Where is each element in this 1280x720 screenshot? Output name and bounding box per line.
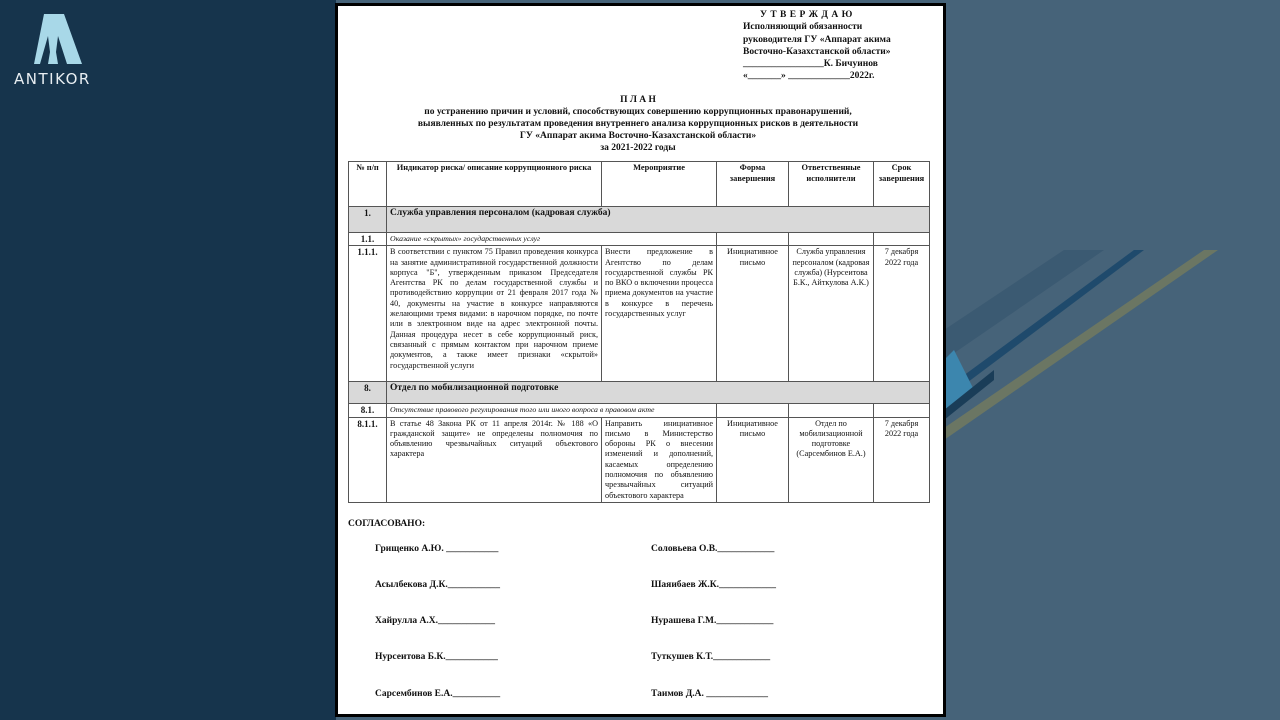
approval-heading: У Т В Е Р Ж Д А Ю: [760, 10, 853, 20]
header-form: Форма завершения: [717, 162, 789, 207]
signature-line: Сарсембинов Е.А.__________: [375, 689, 501, 699]
signature-line: Нурсеитова Б.К.___________: [375, 652, 498, 662]
row-form: Инициативное письмо: [717, 246, 789, 382]
row-number: 1.1.1.: [349, 246, 387, 382]
row-indicator: В статье 48 Закона РК от 11 апреля 2014г. № 188 «О гражданской защите» не определены полномочия по объявлению чрезвычайных ситуаций объектового характера: [387, 417, 602, 502]
decorative-stripes: [944, 0, 1280, 720]
signature-line: Шаяибаев Ж.К.____________: [651, 580, 777, 590]
row-measure: Внести предложение в Агентство по делам государственной службы РК по ВКО о включении процесса приема документов на участие в конкурсе в перечень государственных услуг: [602, 246, 717, 382]
title-line: выявленных по результатам проведения внутреннего анализа коррупционных рисков в деятельности: [417, 119, 859, 129]
document-page: [335, 3, 946, 717]
title-heading: П Л А Н: [620, 95, 656, 105]
header-measure: Мероприятие: [602, 162, 717, 207]
signature-line: Таимов Д.А. _____________: [651, 689, 768, 699]
document-title: [338, 94, 938, 154]
row-responsible: Отдел по мобилизационной подготовке (Сарсембинов Е.А.): [789, 417, 874, 502]
table-row: [349, 246, 930, 382]
title-line: ГУ «Аппарат акима Восточно-Казахстанской области»: [519, 131, 757, 141]
row-term: 7 декабря 2022 года: [874, 417, 930, 502]
approval-line: Исполняющий обязанности: [743, 22, 863, 33]
signature-line: Хайрулла А.Х.____________: [375, 616, 496, 626]
row-indicator: В соответствии с пунктом 75 Правил проведения конкурса на занятие административной государственной должности корпуса "Б", утвержденным приказом Председателя Агентства РК по делам государственной службы и противодействию коррупции от 21 февраля 2017 года № 40, документы на участие в конкурсе направляются желающими тремя видами: в нарочном порядке, по почте или в электронном виде на адрес электронной почты. Данная процедура несет в себе коррупционный риск, связанный с прямым контактом при нарочном приеме документов, а также имеет признаки «скрытой» государственной услуги: [387, 246, 602, 382]
agreed-heading: СОГЛАСОВАНО:: [348, 519, 426, 529]
subsection-row: [349, 233, 930, 246]
subsection-title: Оказание «скрытых» государственных услуг: [387, 233, 717, 246]
row-form: Инициативное письмо: [717, 417, 789, 502]
subsection-number: 1.1.: [349, 233, 387, 246]
row-term: 7 декабря 2022 года: [874, 246, 930, 382]
title-line: за 2021-2022 годы: [600, 143, 676, 153]
signature-line: Грищенко А.Ю. ___________: [375, 544, 499, 554]
signature-line: Соловьева О.В.____________: [651, 544, 775, 554]
signature-line: Туткушев К.Т.____________: [651, 652, 771, 662]
approval-line: _________________К. Бичуинов: [743, 59, 878, 70]
approval-line: «_______» _____________2022г.: [743, 71, 875, 82]
section-number: 1.: [349, 207, 387, 233]
section-title: Служба управления персоналом (кадровая служба): [387, 207, 930, 233]
section-number: 8.: [349, 382, 387, 404]
plan-table: [348, 161, 930, 503]
section-row: [349, 207, 930, 233]
section-row: [349, 382, 930, 404]
subsection-number: 8.1.: [349, 404, 387, 417]
row-responsible: Служба управления персоналом (кадровая служба) (Нурсеитова Б.К., Айткулова А.К.): [789, 246, 874, 382]
table-header-row: [349, 162, 930, 207]
section-title: Отдел по мобилизационной подготовке: [387, 382, 930, 404]
signature-line: Асылбекова Д.К.___________: [375, 580, 500, 590]
subsection-row: [349, 404, 930, 417]
header-indicator: Индикатор риска/ описание коррупционного риска: [387, 162, 602, 207]
header-number: № п/п: [349, 162, 387, 207]
approval-line: руководителя ГУ «Аппарат акима: [743, 34, 891, 45]
header-term: Срок завершения: [874, 162, 930, 207]
row-number: 8.1.1.: [349, 417, 387, 502]
header-responsible: Ответственные исполнители: [789, 162, 874, 207]
approval-block: [743, 9, 891, 83]
title-line: по устранению причин и условий, способствующих совершению коррупционных правонарушений,: [424, 107, 852, 117]
table-row: [349, 417, 930, 502]
left-panel: [0, 0, 336, 720]
row-measure: Направить инициативное письмо в Министерство обороны РК о внесении изменений и дополнений, касаемых определению полномочия по объявлению чрезвычайных ситуаций объектового характера: [602, 417, 717, 502]
logo-text: ANTIKOR: [14, 70, 91, 88]
subsection-title: Отсутствие правового регулирования того или иного вопроса в правовом акте: [387, 404, 717, 417]
approval-line: Восточно-Казахстанской области»: [743, 46, 891, 57]
signature-line: Нурашева Г.М.____________: [651, 616, 774, 626]
